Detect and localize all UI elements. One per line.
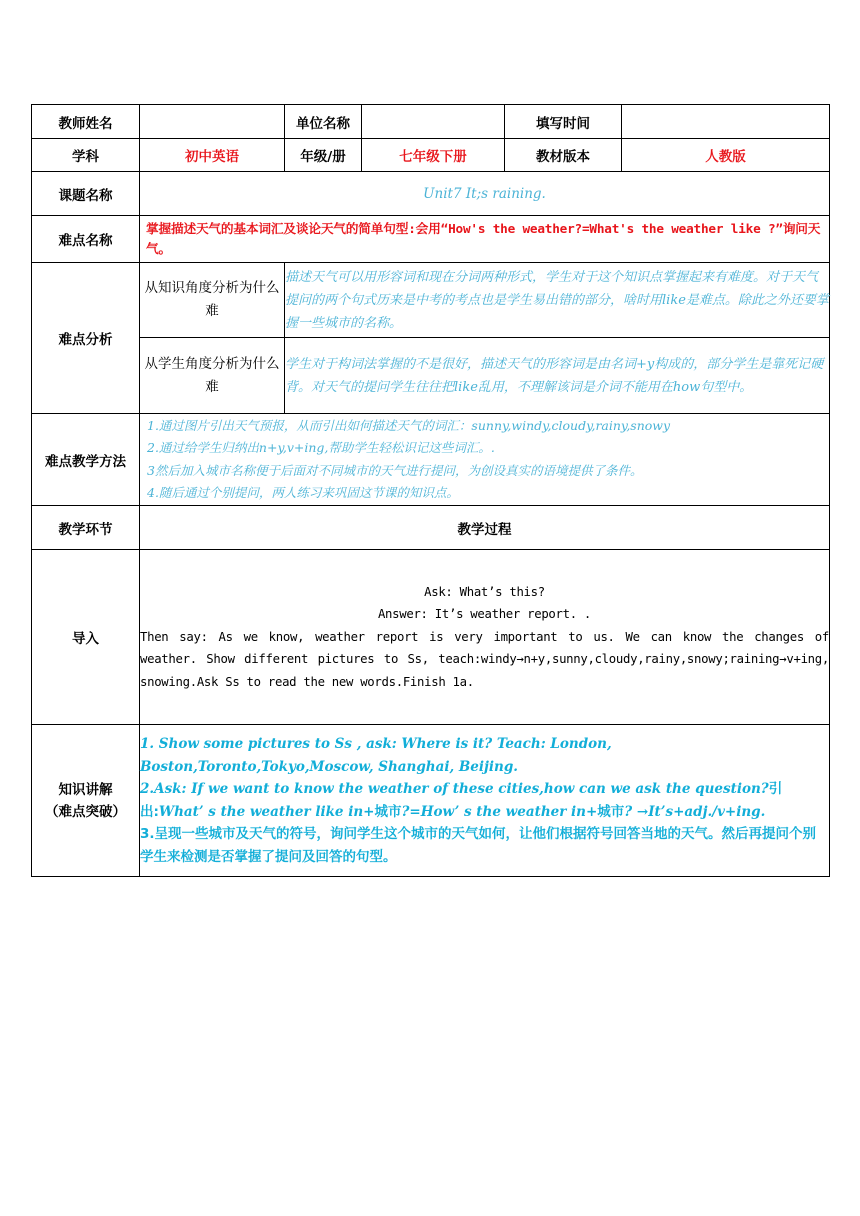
knowledge-para-2-q1: What’ s the weather like in+ [158, 803, 375, 820]
difficulty-label: 难点名称 [32, 216, 140, 263]
knowledge-angle-text: 描述天气可以用形容词和现在分词两种形式，学生对于这个知识点掌握起来有难度。对于天气提问的两个句式历来是中考的考点也是学生易出错的部分，啥时用like是难点。除此之外还要掌握一些城市的名称。 [285, 263, 830, 338]
fill-time-value[interactable] [622, 105, 830, 139]
fill-time-label: 填写时间 [505, 105, 622, 139]
row-analysis-knowledge [32, 263, 830, 338]
stage-header-label: 教学环节 [32, 506, 140, 550]
knowledge-para-1: 1. Show some pictures to Ss , ask: Where is it? Teach: London, Boston,Toronto,Tokyo,Moscow, Shanghai, Beijing. [140, 736, 612, 775]
student-angle-label: 从学生角度分析为什么难 [140, 338, 285, 414]
knowledge-para-2-text: 2.Ask: If we want to know the weather of these cities,how can we ask the question? [140, 781, 769, 797]
subject-value: 初中英语 [140, 139, 285, 172]
process-header-label: 教学过程 [140, 506, 830, 550]
knowledge-para-3: 3.呈现一些城市及天气的符号，询问学生这个城市的天气如何，让他们根据符号回答当地的天气。然后再提问个别学生来检测是否掌握了提问及回答的句型。 [140, 826, 817, 865]
knowledge-para-2-answer: ? →It’s+adj./v+ing. [624, 803, 766, 820]
lesson-plan-table [31, 104, 830, 877]
subject-label: 学科 [32, 139, 140, 172]
intro-ask-line: Ask: What’s this? [424, 584, 545, 599]
knowledge-label-line-2: （难点突破） [45, 803, 126, 820]
topic-value: Unit7 It;s raining. [140, 172, 830, 216]
edition-label: 教材版本 [505, 139, 622, 172]
row-basic-info [32, 105, 830, 139]
intro-answer-line: Answer: It’s weather report. . [377, 607, 592, 622]
method-line-4: 4.随后通过个别提问，两人练习来巩固这节课的知识点。 [147, 485, 459, 500]
teacher-name-value[interactable] [140, 105, 285, 139]
row-analysis-student [32, 338, 830, 414]
knowledge-para-2-city-2: 城市 [597, 803, 625, 820]
knowledge-para-2 [140, 778, 829, 823]
knowledge-para-2-q2: ?=How’ s the weather in+ [401, 803, 598, 820]
knowledge-label [32, 725, 140, 877]
row-subject-info [32, 139, 830, 172]
method-line-2: 2.通过给学生归纳出n+y,v+ing,帮助学生轻松识记这些词汇。. [147, 440, 495, 455]
unit-name-label: 单位名称 [285, 105, 362, 139]
topic-label: 课题名称 [32, 172, 140, 216]
row-difficulty [32, 216, 830, 263]
student-angle-text: 学生对于构词法掌握的不是很好，描述天气的形容词是由名词+y构成的，部分学生是靠死记硬背。对天气的提问学生往往把like乱用，不理解该词是介词不能用在how句型中。 [285, 338, 830, 414]
unit-name-value[interactable] [362, 105, 505, 139]
method-text [140, 414, 830, 506]
teacher-name-label: 教师姓名 [32, 105, 140, 139]
intro-content [140, 550, 830, 725]
row-method [32, 414, 830, 506]
grade-label: 年级/册 [285, 139, 362, 172]
intro-label: 导入 [32, 550, 140, 725]
method-line-1: 1.通过图片引出天气预报，从而引出如何描述天气的词汇：sunny,windy,cloudy,rainy,snowy [147, 417, 671, 433]
knowledge-para-2-cn: 引出: [140, 781, 783, 820]
row-process-header [32, 506, 830, 550]
intro-body: Then say: As we know, weather report is very important to us. We can know the changes of weather. Show different pictures to Ss, teach:windy→n+y,sunny,cloudy,rainy,snowy;raining→v+ing, snowing.Ask Ss to read the new words.Finish 1a. [140, 629, 829, 689]
knowledge-angle-label: 从知识角度分析为什么难 [140, 263, 285, 338]
method-label: 难点教学方法 [32, 414, 140, 506]
knowledge-content [140, 725, 830, 877]
row-knowledge [32, 725, 830, 877]
method-line-3: 3然后加入城市名称便于后面对不同城市的天气进行提问，为创设真实的语境提供了条件。 [147, 462, 643, 478]
difficulty-value: 掌握描述天气的基本词汇及谈论天气的简单句型:会用“How's the weather?=What's the weather like ?”询问天气。 [140, 216, 830, 263]
knowledge-label-line-1: 知识讲解 [58, 781, 113, 798]
row-intro [32, 550, 830, 725]
edition-value: 人教版 [622, 139, 830, 172]
analysis-label: 难点分析 [32, 263, 140, 414]
row-topic [32, 172, 830, 216]
knowledge-para-2-city-1: 城市 [374, 803, 402, 820]
grade-value: 七年级下册 [362, 139, 505, 172]
